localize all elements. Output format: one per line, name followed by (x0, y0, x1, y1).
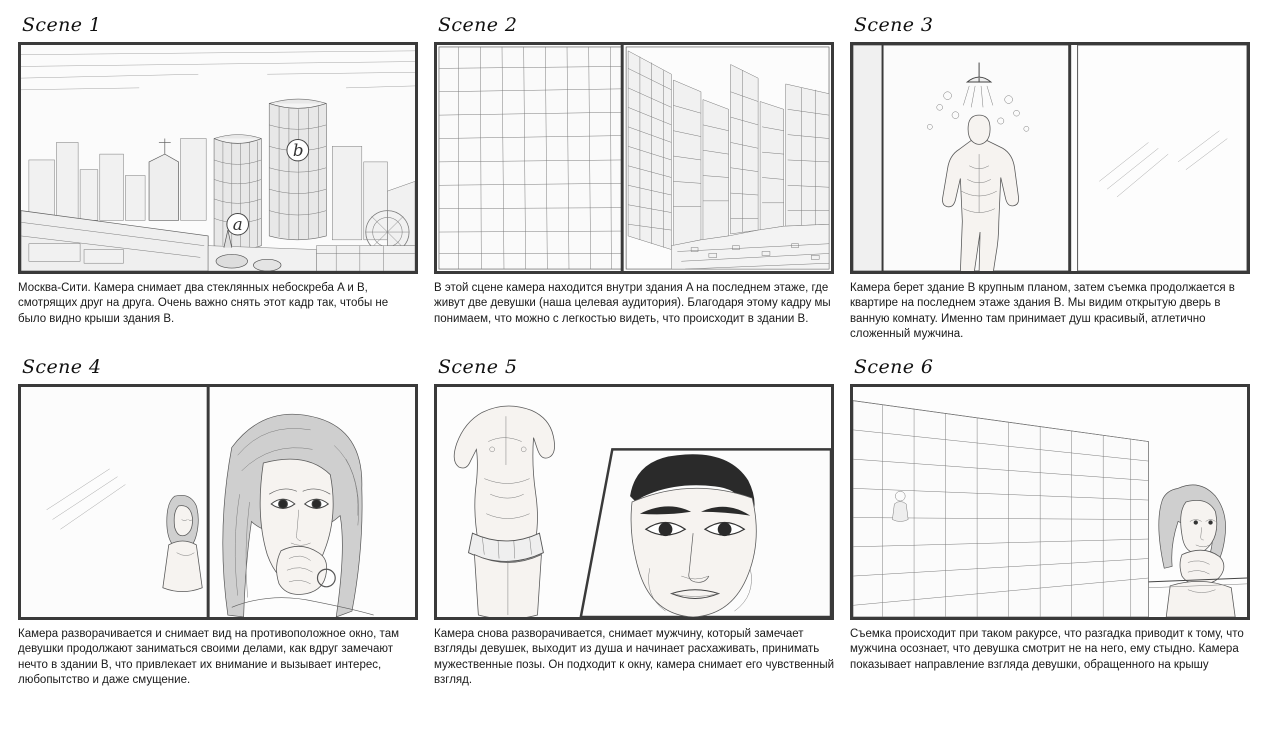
scene-3-sketch (853, 45, 1247, 271)
scene-1-label-a: a (232, 215, 243, 235)
scene-2-caption: В этой сцене камера находится внутри здания A на последнем этаже, где живут две девушки (наша целевая аудитория). Благодаря этому кадру мы понимаем, что можно с легкостью видеть, что происходит в здании B. (434, 282, 831, 325)
scene-4-caption: Камера разворачивается и снимает вид на противоположное окно, там девушки продолжают заниматься своими делами, как вдруг замечают нечто в здании B, что привлекает их внимание и вызывает интерес, любопытство и даже смущение. (18, 628, 399, 686)
scene-2-sketch (437, 45, 831, 271)
scene-6-frame[interactable] (850, 384, 1250, 620)
scene-cell-4 (18, 356, 418, 688)
scene-5-frame[interactable] (434, 384, 834, 620)
scene-1-title: Scene 1 (22, 14, 102, 36)
scene-6-caption: Съемка происходит при таком ракурсе, что разгадка приводит к тому, что мужчина осознает, что девушка смотрит не на него, ему стыдно. Камера показывает направление взгляда девушки, обращенного на крышу (850, 628, 1244, 671)
scene-1-caption: Москва-Сити. Камера снимает два стеклянных небоскреба A и B, смотрящих друг на друга. Очень важно снять этот кадр так, чтобы не было видно крыши здания B. (18, 282, 389, 325)
scene-6-sketch (853, 387, 1247, 617)
scene-5-caption: Камера снова разворачивается, снимает мужчину, который замечает взгляды девушек, выходит из душа и начинает расхаживать, принимать мужественные позы. Он подходит к окну, камера снимает его чувственный взгляд. (434, 628, 835, 686)
scene-1-frame[interactable] (18, 42, 418, 274)
scene-1-sketch (21, 45, 415, 271)
scene-5-title: Scene 5 (438, 356, 518, 379)
scene-4-title: Scene 4 (22, 356, 102, 379)
scene-cell-5 (434, 356, 834, 688)
storyboard-row-1 (18, 14, 1262, 342)
scene-6-title: Scene 6 (854, 356, 934, 379)
scene-1-label-b: b (292, 141, 304, 161)
scene-cell-3 (850, 14, 1250, 342)
scene-2-title: Scene 2 (438, 14, 518, 36)
scene-3-caption: Камера берет здание B крупным планом, затем съемка продолжается в квартире на последнем этаже здания B. Мы видим открытую дверь в ванную комнату. Именно там принимает душ красивый, атлетично сложенный мужчина. (850, 282, 1235, 340)
scene-2-frame[interactable] (434, 42, 834, 274)
scene-cell-1 (18, 14, 418, 342)
scene-cell-6 (850, 356, 1250, 688)
storyboard-row-2 (18, 356, 1262, 688)
scene-3-frame[interactable] (850, 42, 1250, 274)
scene-5-sketch (437, 387, 831, 617)
scene-3-title: Scene 3 (854, 14, 934, 36)
scene-4-sketch (21, 387, 415, 617)
scene-4-frame[interactable] (18, 384, 418, 620)
scene-cell-2 (434, 14, 834, 342)
